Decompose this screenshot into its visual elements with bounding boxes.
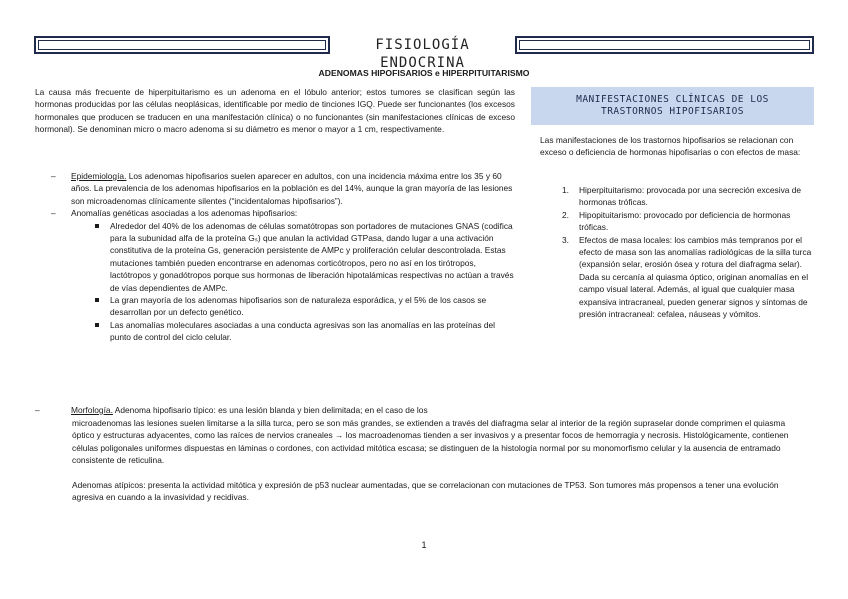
sidebar-intro: Las manifestaciones de los trastornos hipofisarios se relacionan con exceso o deficiencia de hormonas hipofisarias o con efectos de masa: (540, 135, 801, 158)
header-title: FISIOLOGÍA ENDOCRINA (375, 37, 470, 71)
genetics-subitem (71, 220, 518, 294)
epidemiology-text: Los adenomas hipofisarios suelen aparecer en adultos, con una incidencia máxima entre los 35 y 60 años. La prevalencia de los adenomas hipofisarios en la población es del 14%, aunque la gran mayoría de las lesiones son microadenomas clínicamente silentes (“incidentalomas hipofisarios”). (71, 171, 513, 206)
dash-bullet: – (35, 405, 40, 415)
square-bullet-icon (95, 323, 99, 327)
morphology-text: Adenoma hipofisario típico: es una lesión blanda y bien delimitada; en el caso de los (112, 405, 428, 415)
genetics-subitem-text: Alrededor del 40% de los adenomas de células somatótropas son portadores de mutaciones GNAS (codifica para la subunidad alfa de la proteína Gₛ) que anulan la actividad GTPasa, dando lugar a una activación constitutiva de la proteína Gs, generación persistente de AMPc y proliferación celular descontrolada. Estas mutaciones también pueden encontrarse en adenomas corticótropos, pero no así en los tirótropos, lactótropos y gonadótropos porque sus hormonas de liberación hipotalámicas respectivas no actúan a través de vías dependientes de AMPc. (110, 220, 514, 293)
square-bullet-icon (95, 224, 99, 228)
header-bar-right (515, 36, 814, 54)
main-list (35, 170, 518, 344)
morphology-item (35, 404, 518, 416)
sidebar-list-item (540, 184, 812, 209)
epidemiology-label: Epidemiología. (71, 171, 127, 181)
dash-bullet: – (51, 208, 56, 219)
page-number: 1 (421, 540, 427, 550)
epidemiology-item (35, 170, 518, 207)
genetics-item (35, 207, 518, 343)
list-item-text: Efectos de masa locales: los cambios más tempranos por el efecto de masa son las anomalías radiológicas de la silla turca (expansión selar, erosión ósea y rotura del diafragma selar). Dada su cercanía al quiasma óptico, originan anomalías en el campo visual lateral. Además, al igual que cualquier masa expansiva intracraneal, pueden generar signos y síntomas de presión intracraneal: cefalea, náuseas y vómitos. (579, 234, 812, 320)
list-number: 3. (562, 234, 569, 245)
genetics-subitem (71, 294, 518, 319)
list-item-text: Hipopituitarismo: provocado por deficiencia de hormonas tróficas. (579, 209, 791, 233)
atypical-adenomas-paragraph: Adenomas atípicos: presenta la actividad mitótica y expresión de p53 nuclear aumentadas, que se correlacionan con mutaciones de TP53. Son tumores más propensos a tener una evolución agresiva en cuando a la invasividad y recidivas. (72, 480, 779, 503)
header-bar-left (34, 36, 330, 54)
sidebar-title: MANIFESTACIONES CLÍNICAS DE LOS TRASTORNOS HIPOFISARIOS (576, 94, 769, 117)
genetics-subitem-text: Las anomalías moleculares asociadas a una conducta agresivas son las anomalías en las proteínas del punto de control del ciclo celular. (110, 319, 496, 343)
sidebar-title-box (531, 87, 814, 125)
genetics-sublist (71, 220, 518, 344)
morphology-label: Morfología. (71, 405, 113, 415)
square-bullet-icon (95, 298, 99, 302)
sidebar-list-item (540, 234, 812, 321)
list-number: 2. (562, 209, 569, 220)
list-item-text: Hiperpituitarismo: provocada por una secreción excesiva de hormonas tróficas. (579, 185, 802, 208)
intro-paragraph: La causa más frecuente de hiperpituitarismo es un adenoma en el lóbulo anterior; estos tumores se clasifican según las hormonas producidas por las células neoplásicas, identificable por medio de tinciones IGQ. Puede ser funcionantes (los excesos hormonales que producen se traducen en una manifestación clínica) o no funcionantes (sin manifestaciones clínicas de exceso hormonal). Se denominan micro o macro adenoma si su diámetro es menor o mayor a 1 cm, respectivamente. (35, 87, 515, 135)
genetics-subitem (71, 319, 518, 344)
genetics-subitem-text: La gran mayoría de los adenomas hipofisarios son de naturaleza esporádica, y el 5% de los casos se desarrollan por un defecto genético. (110, 295, 487, 318)
sidebar-list-item (540, 209, 812, 234)
dash-bullet: – (51, 171, 56, 181)
genetics-label: Anomalías genéticas asociadas a los adenomas hipofisarios: (71, 208, 298, 219)
sidebar-list (540, 184, 812, 320)
list-number: 1. (562, 185, 569, 195)
morphology-continuation: microadenomas las lesiones suelen limitarse a la silla turca, pero se son más grandes, se extienden a través del diafragma selar al interior de la región supraselar donde comprimen el quiasma óptico y estructuras adyacentes, como las raíces de nervios craneales → los macroadenomas tienden a ser invasivos y a presentar focos de hemorragia y necrosis. Histológicamente, contienen células poligonales uniformes dispuestas en láminas o cordones, con actividad mitótica escasa; se distinguen de la histología normal por su monomorfismo celular y la ausencia de entramado consistente de reticulina. (72, 418, 789, 466)
document-title: ADENOMAS HIPOFISARIOS e HIPERPITUITARISMO (318, 68, 530, 78)
